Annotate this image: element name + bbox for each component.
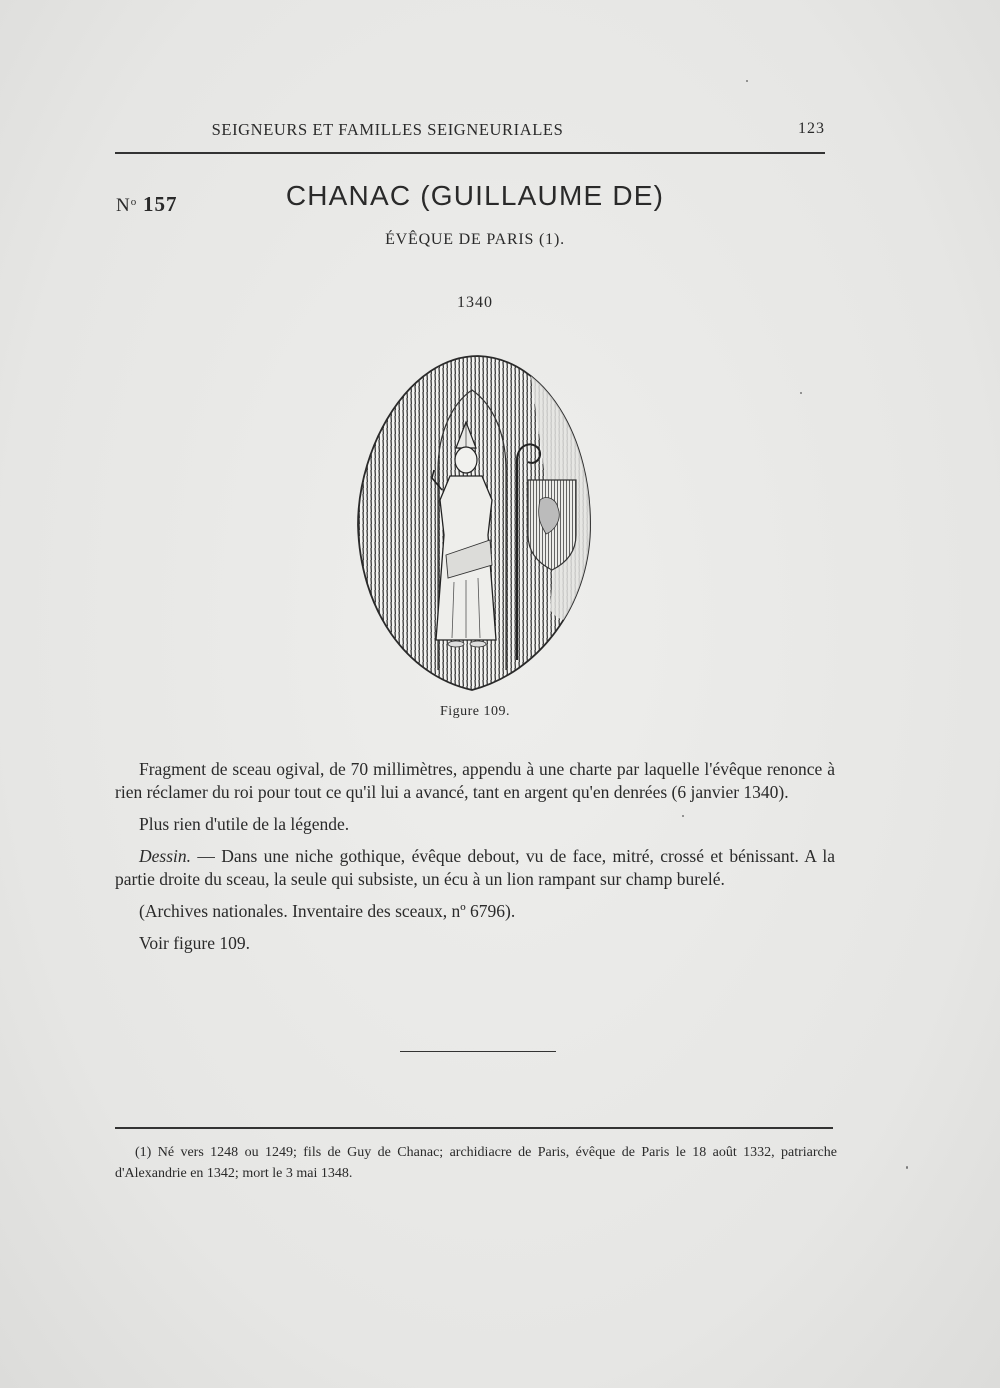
entry-year: 1340 <box>457 294 493 311</box>
paragraph-legend: Plus rien d'utile de la légende. <box>139 814 350 834</box>
figure-caption: Figure 109. <box>439 704 511 719</box>
drawing-label: Dessin. <box>139 846 192 866</box>
seal-illustration <box>350 350 600 695</box>
section-divider <box>400 1051 556 1052</box>
header-rule <box>115 152 825 154</box>
paper-speck <box>682 815 684 817</box>
paragraph-figure-reference: Voir figure 109. <box>139 933 250 953</box>
running-head <box>115 118 825 142</box>
footnote-text: (1) Né vers 1248 ou 1249; fils de Guy de Chanac; archidiacre de Paris, évêque de Paris le 18 août 1332, patriarche d'Alexandrie en 1342; mort le 3 mai 1348. <box>115 1145 837 1181</box>
paper-speck <box>746 80 748 82</box>
entry-title: CHANAC (GUILLAUME DE) <box>285 180 665 211</box>
paragraph-drawing <box>115 845 835 891</box>
paper-speck <box>906 1166 908 1169</box>
drawing-description: — Dans une niche gothique, évêque debout, vu de face, mitré, crossé et bénissant. A la partie droite du sceau, la seule qui subsiste, un écu à un lion rampant sur champ burelé. <box>115 846 835 889</box>
running-title: SEIGNEURS ET FAMILLES SEIGNEURIALES <box>211 120 564 139</box>
footnote <box>115 1142 837 1184</box>
paragraph-source: (Archives nationales. Inventaire des sceaux, nº 6796). <box>139 901 516 921</box>
paragraph-description: Fragment de sceau ogival, de 70 millimètres, appendu à une charte par laquelle l'évêque renonce à rien réclamer du roi pour tout ce qu'il lui a avancé, tant en argent qu'en denrées (6 janvier 1340). <box>115 759 835 802</box>
body-text <box>115 758 835 964</box>
entry-number-value: 157 <box>142 192 178 216</box>
footnote-rule <box>115 1127 833 1129</box>
entry-number-prefix: N <box>116 195 131 216</box>
entry-number <box>116 192 177 217</box>
entry-number-suffix: o <box>130 196 138 208</box>
page-number: 123 <box>798 120 825 137</box>
entry-subtitle: ÉVÊQUE DE PARIS (1). <box>385 231 565 248</box>
paper-speck <box>800 392 802 394</box>
seal-drawing <box>350 350 600 695</box>
